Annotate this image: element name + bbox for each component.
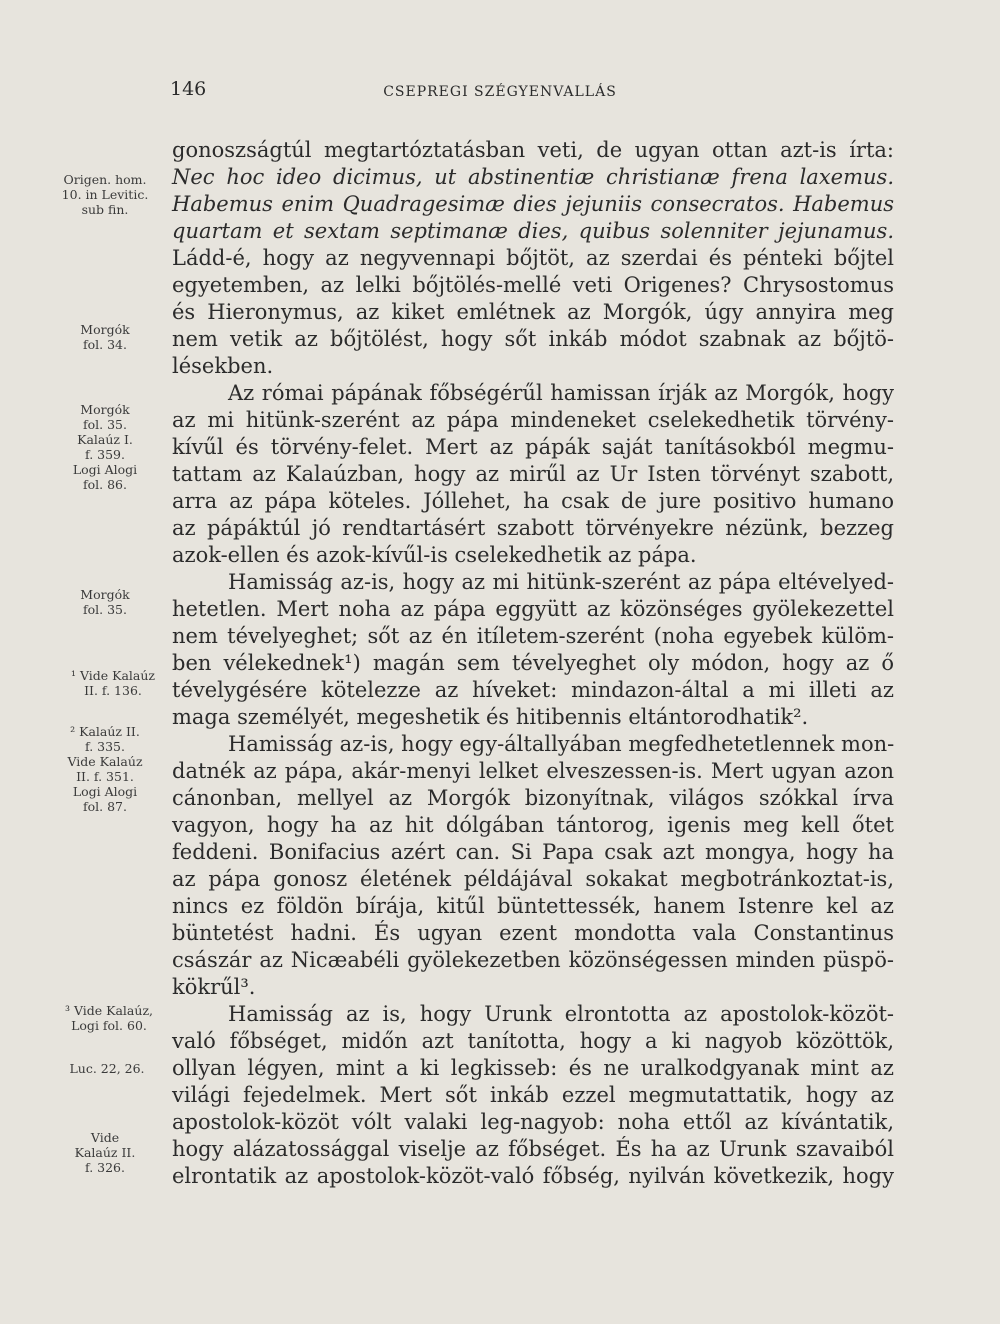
margin-note: ³ Vide Kalaúz, Logi fol. 60. <box>64 1003 153 1033</box>
text-line: világi fejedelmek. Mert sőt inkáb ezzel megmutattatik, hogy az <box>172 1083 894 1107</box>
text-line: császár az Nicæabéli gyölekezetben közönségessen minden püspö- <box>172 948 894 972</box>
text-line: quartam et sextam septimanæ dies, quibus solenniter jejunamus. <box>172 219 894 243</box>
text-line: cánonban, mellyel az Morgók bizonyítnak, világos szókkal írva <box>172 786 894 810</box>
text-line: Habemus enim Quadragesimæ dies jejuniis consecratos. Habemus <box>172 192 894 216</box>
text-line: való főbséget, midőn azt tanította, hogy a ki nagyob közöttök, <box>172 1029 894 1053</box>
text-line: arra az pápa köteles. Jóllehet, ha csak de jure positivo humano <box>172 489 894 513</box>
text-line: tattam az Kalaúzban, hogy az mirűl az Ur Isten törvényt szabott, <box>172 462 894 486</box>
text-line: Hamisság az is, hogy Urunk elrontotta az apostolok-közöt- <box>228 1002 894 1026</box>
margin-note: ² Kalaúz II. f. 335. Vide Kalaúz II. f. 351. Logi Alogi fol. 87. <box>67 724 143 814</box>
page-number: 146 <box>170 78 207 100</box>
margin-note: Morgók fol. 35. <box>80 587 130 617</box>
text-line: ben vélekednek¹) magán sem tévelyeghet oly módon, hogy az ő <box>172 651 894 675</box>
text-line: kívűl és törvény-felet. Mert az pápák saját tanításokból megmu- <box>172 435 894 459</box>
text-line: vagyon, hogy ha az hit dólgában tántorog, igenis meg kell őtet <box>172 813 894 837</box>
margin-note: Morgók fol. 34. <box>80 322 130 352</box>
text-line: maga személyét, megeshetik és hitibennis eltántorodhatik². <box>172 705 809 729</box>
text-line: az pápáktúl jó rendtartásért szabott törvényekre nézünk, bezzeg <box>172 516 894 540</box>
text-line: nincs ez földön bírája, kitűl büntettessék, hanem Istenre kel az <box>172 894 894 918</box>
text-line: datnék az pápa, akár-menyi lelket elveszessen-is. Mert ugyan azon <box>172 759 894 783</box>
text-line: és Hieronymus, az kiket emlétnek az Morgók, úgy annyira meg <box>172 300 894 324</box>
text-line: nem vetik az bőjtölést, hogy sőt inkáb módot szabnak az bőjtö- <box>172 327 894 351</box>
text-line: gonoszságtúl megtartóztatásban veti, de ugyan ottan azt-is írta: <box>172 138 894 162</box>
margin-note: Luc. 22, 26. <box>69 1061 145 1076</box>
text-line: Nec hoc ideo dicimus, ut abstinentiæ christianæ frena laxemus. <box>172 165 894 189</box>
text-line: az mi hitünk-szerént az pápa mindeneket cselekedhetik törvény- <box>172 408 894 432</box>
margin-note: Vide Kalaúz II. f. 326. <box>74 1130 136 1175</box>
running-title: CSEPREGI SZÉGYENVALLÁS <box>383 84 617 100</box>
text-line: egyetemben, az lelki bőjtölés-mellé veti Origenes? Chrysostomus <box>172 273 894 297</box>
text-line: ollyan légyen, mint a ki legkisseb: és ne uralkodgyanak mint az <box>172 1056 894 1080</box>
text-line: Hamisság az-is, hogy egy-általlyában megfedhetetlennek mon- <box>228 732 895 756</box>
text-line: elrontatik az apostolok-közöt-való főbség, nyilván következik, hogy <box>172 1164 894 1188</box>
text-line: Hamisság az-is, hogy az mi hitünk-szerént az pápa eltévelyed- <box>228 570 894 594</box>
margin-note: ¹ Vide Kalaúz II. f. 136. <box>70 668 156 698</box>
text-line: büntetést hadni. És ugyan ezent mondotta vala Constantinus <box>172 921 894 945</box>
text-line: tévelygésére kötelezze az híveket: mindazon-által a mi illeti az <box>172 678 894 702</box>
text-line: kökrűl³. <box>172 975 256 999</box>
text-line: Ládd-é, hogy az negyvennapi bőjtöt, az szerdai és pénteki bőjtel <box>172 246 894 270</box>
text-line: feddeni. Bonifacius azért can. Si Papa csak azt mongya, hogy ha <box>172 840 894 864</box>
text-line: hetetlen. Mert noha az pápa eggyütt az közönséges gyölekezettel <box>172 597 894 621</box>
text-line: Az római pápának főbségérűl hamissan írják az Morgók, hogy <box>228 381 894 405</box>
margin-note: Origen. hom. 10. in Levitic. sub fin. <box>61 172 149 217</box>
text-line: hogy alázatossággal viselje az főbséget. És ha az Urunk szavaiból <box>172 1137 894 1161</box>
text-line: lésekben. <box>172 354 274 378</box>
text-line: az pápa gonosz életének példájával sokakat megbotránkoztat-is, <box>172 867 894 891</box>
margin-note: Morgók fol. 35. Kalaúz I. f. 359. Logi Alogi fol. 86. <box>72 402 138 492</box>
text-line: nem tévelyeghet; sőt az én itíletem-szerént (noha egyebek külöm- <box>172 624 894 648</box>
text-line: apostolok-közöt vólt valaki leg-nagyob: noha ettől az kívántatik, <box>172 1110 894 1134</box>
text-line: azok-ellen és azok-kívűl-is cselekedhetik az pápa. <box>172 543 697 567</box>
